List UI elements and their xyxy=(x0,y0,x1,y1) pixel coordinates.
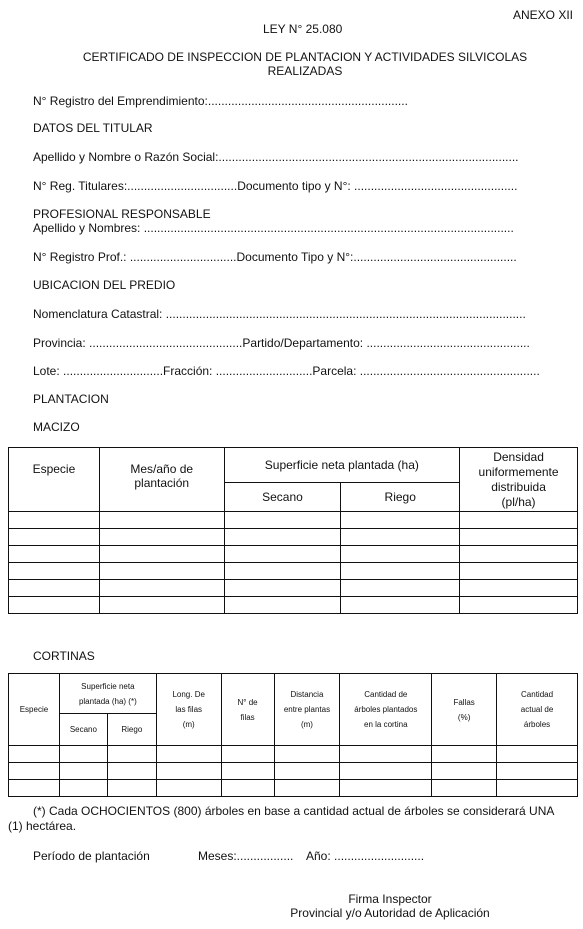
header-riego: Riego xyxy=(341,483,460,512)
section-datos-titular: DATOS DEL TITULAR xyxy=(33,121,153,135)
header-cantidad-plantados: Cantidad de árboles plantados en la cortina xyxy=(340,674,432,746)
header-secano: Secano xyxy=(224,483,341,512)
signature-line1: Firma Inspector xyxy=(348,892,432,906)
header-riego: Riego xyxy=(107,714,156,746)
field-lote-fraccion-parcela: Lote: ..............................Fracción: .............................Parcela: ...................................................... xyxy=(33,364,540,378)
field-apellido-razon-social: Apellido y Nombre o Razón Social:.......................................................................................... xyxy=(33,150,519,164)
section-ubicacion: UBICACION DEL PREDIO xyxy=(33,278,176,292)
table-row xyxy=(9,563,578,580)
header-distancia: Distancia entre plantas (m) xyxy=(274,674,340,746)
field-reg-titulares: N° Reg. Titulares:.................................Documento tipo y N°: ................................................. xyxy=(33,179,518,193)
table-row xyxy=(9,546,578,563)
table-row xyxy=(9,746,578,763)
form-title-line1: CERTIFICADO DE INSPECCION DE PLANTACION Y ACTIVIDADES SILVICOLAS xyxy=(82,50,528,64)
header-cantidad-actual: Cantidad actual de árboles xyxy=(497,674,578,746)
section-profesional: PROFESIONAL RESPONSABLE xyxy=(33,207,211,221)
header-superficie: Superficie neta plantada (ha) (*) xyxy=(59,674,156,714)
table-row xyxy=(9,780,578,797)
periodo-ano: Año: ........................... xyxy=(306,849,425,863)
header-superficie: Superficie neta plantada (ha) xyxy=(224,448,459,483)
header-especie: Especie xyxy=(9,674,60,746)
table-row xyxy=(9,763,578,780)
header-fallas: Fallas (%) xyxy=(432,674,497,746)
section-macizo: MACIZO xyxy=(33,420,80,434)
section-plantacion: PLANTACION xyxy=(33,392,109,406)
section-cortinas: CORTINAS xyxy=(33,649,95,663)
field-prof-apellido: Apellido y Nombres: ............................................................................................................... xyxy=(33,221,514,235)
periodo-meses: Meses:................. xyxy=(198,849,294,863)
annex-label: ANEXO XII xyxy=(513,8,574,22)
footnote-line2: (1) hectárea. xyxy=(8,819,77,833)
header-mes-ano: Mes/año de plantación xyxy=(99,448,224,512)
field-registro-emprendimiento: N° Registro del Emprendimiento:............................................................ xyxy=(33,94,408,108)
form-title-line2: REALIZADAS xyxy=(267,64,343,78)
field-registro-prof: N° Registro Prof.: ................................Documento Tipo y N°:................................................. xyxy=(33,250,517,264)
table-row xyxy=(9,597,578,614)
cortinas-table xyxy=(8,673,578,797)
field-nomenclatura: Nomenclatura Catastral: ............................................................................................................ xyxy=(33,307,526,321)
table-row xyxy=(9,529,578,546)
field-provincia-partido: Provincia: ..............................................Partido/Departamento: ................................................. xyxy=(33,336,530,350)
law-label: LEY N° 25.080 xyxy=(263,22,343,36)
footnote-line1: (*) Cada OCHOCIENTOS (800) árboles en base a cantidad actual de árboles se considerará UNA xyxy=(33,804,555,818)
macizo-table xyxy=(8,447,578,614)
periodo-label: Período de plantación xyxy=(33,849,150,863)
table-row xyxy=(9,580,578,597)
header-n-filas: N° de filas xyxy=(221,674,274,746)
signature-line2: Provincial y/o Autoridad de Aplicación xyxy=(290,906,490,920)
header-densidad: Densidad uniformemente distribuida (pl/ha) xyxy=(460,448,578,512)
header-especie: Especie xyxy=(9,448,100,512)
header-long-filas: Long. De las filas (m) xyxy=(156,674,221,746)
header-secano: Secano xyxy=(59,714,107,746)
table-row xyxy=(9,512,578,529)
